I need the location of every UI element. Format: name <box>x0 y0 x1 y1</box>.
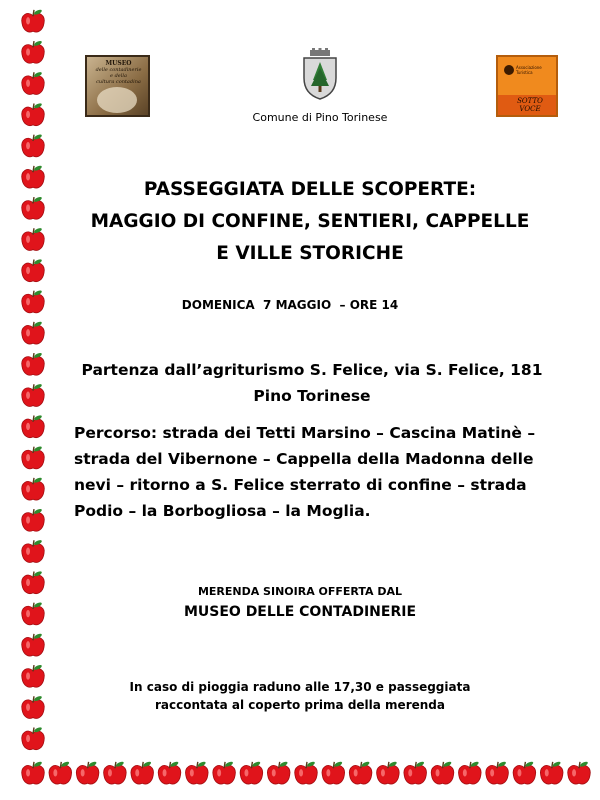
apple-icon <box>22 9 44 32</box>
museo-logo-image <box>97 87 137 113</box>
apple-icon <box>22 602 44 625</box>
apple-icon <box>22 321 44 344</box>
apple-icon <box>22 227 44 250</box>
route-line-3: nevi – ritorno a S. Felice sterrato di confine – strada <box>74 476 527 494</box>
route-line-2: strada del Vibernone – Cappella della Madonna delle <box>74 450 534 468</box>
apple-icon <box>267 761 289 784</box>
apple-icon <box>22 570 44 593</box>
apple-icon <box>131 761 153 784</box>
departure-info <box>62 357 562 409</box>
event-date: DOMENICA 7 MAGGIO – ORE 14 <box>181 298 399 312</box>
apple-icon <box>22 508 44 531</box>
event-title-line-1: PASSEGGIATA DELLE SCOPERTE: <box>143 179 477 200</box>
apple-border-left <box>16 6 50 766</box>
departure-line-2: Pino Torinese <box>253 387 371 405</box>
rain-notice-line-2: raccontata al coperto prima della merenda <box>155 698 445 712</box>
departure-line-1: Partenza dall’agriturismo S. Felice, via S. Felice, 181 <box>81 361 543 379</box>
apple-icon <box>22 383 44 406</box>
apple-icon <box>22 664 44 687</box>
apple-icon <box>22 761 44 784</box>
apple-icon <box>486 761 508 784</box>
apple-border-bottom <box>16 750 596 794</box>
snack-notice: MERENDA SINOIRA OFFERTA DAL <box>197 585 403 598</box>
apple-icon <box>540 761 562 784</box>
apple-icon <box>104 761 126 784</box>
museo-logo-line-2: delle contadinerie <box>95 67 142 73</box>
rain-notice <box>90 678 510 714</box>
apple-icon <box>22 258 44 281</box>
apple-icon <box>22 134 44 157</box>
apple-icon <box>22 165 44 188</box>
association-logo <box>496 55 558 117</box>
apple-icon <box>240 761 262 784</box>
snack-host: MUSEO DELLE CONTADINERIE <box>183 604 417 620</box>
apple-icon <box>295 761 317 784</box>
apple-icon <box>22 414 44 437</box>
apple-icon <box>322 761 344 784</box>
association-logo-bottom-text: SOTTO VOCE <box>517 97 543 113</box>
apple-icon <box>22 695 44 718</box>
apple-icon <box>568 761 590 784</box>
apple-icon <box>22 102 44 125</box>
apple-icon <box>22 633 44 656</box>
apple-icon <box>22 477 44 500</box>
apple-icon <box>349 761 371 784</box>
apple-icon <box>76 761 98 784</box>
museo-logo <box>85 55 150 117</box>
comune-label: Comune di Pino Torinese <box>252 111 388 124</box>
association-logo-mark <box>504 65 514 75</box>
museo-logo-text <box>90 61 147 85</box>
event-title-line-2: MAGGIO DI CONFINE, SENTIERI, CAPPELLE <box>90 211 530 232</box>
apple-icon <box>22 446 44 469</box>
apple-icon <box>459 761 481 784</box>
apple-icon <box>22 352 44 375</box>
association-logo-top-text: Associazione Turistica <box>516 65 542 75</box>
apple-icon <box>213 761 235 784</box>
apple-icon <box>377 761 399 784</box>
apple-icon <box>22 726 44 749</box>
municipal-crest-icon <box>300 48 340 100</box>
museo-logo-line-1: MUSEO <box>105 60 132 67</box>
route-line-4: Podio – la Borbogliosa – la Moglia. <box>74 502 371 520</box>
apple-icon <box>158 761 180 784</box>
museo-logo-line-4: cultura contadina <box>96 79 141 85</box>
route-description <box>74 420 574 524</box>
event-title-line-3: E VILLE STORICHE <box>216 243 404 264</box>
apple-icon <box>431 761 453 784</box>
apple-icon <box>404 761 426 784</box>
apple-icon <box>22 196 44 219</box>
apple-icon <box>513 761 535 784</box>
apple-icon <box>186 761 208 784</box>
apple-icon <box>22 290 44 313</box>
apple-icon <box>22 40 44 63</box>
rain-notice-line-1: In caso di pioggia raduno alle 17,30 e passeggiata <box>129 680 471 694</box>
apple-icon <box>22 539 44 562</box>
apple-icon <box>22 71 44 94</box>
route-line-1: Percorso: strada dei Tetti Marsino – Cascina Matinè – <box>74 424 536 442</box>
museo-logo-line-3: e della <box>110 73 127 79</box>
apple-icon <box>49 761 71 784</box>
event-title <box>70 174 550 270</box>
